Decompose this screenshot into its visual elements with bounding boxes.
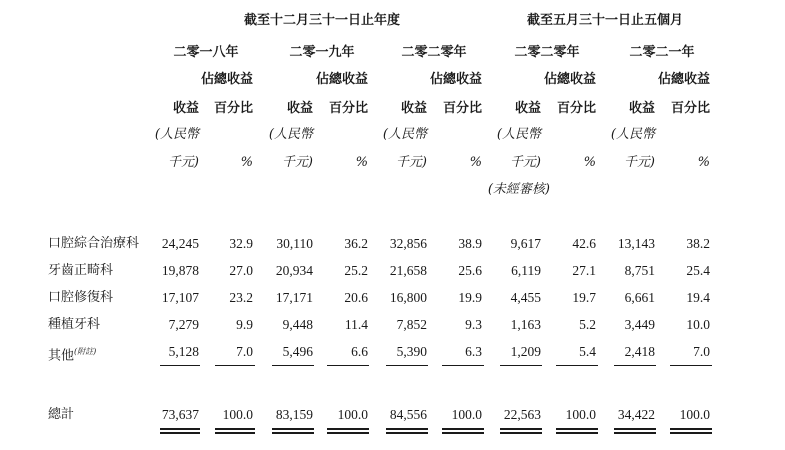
unit-rev-1-line2: 千元)	[167, 155, 199, 170]
pct-label-5-line2: 百分比	[670, 101, 710, 116]
pct-label-5-line1: 佔總收益	[657, 72, 710, 87]
cell-pct-2020-5m: 27.1	[572, 263, 596, 278]
row-label: 牙齒正畸科	[48, 263, 114, 278]
double-underline	[160, 428, 200, 434]
cell-rev-2020: 7,852	[396, 317, 427, 332]
period-2018: 二零一八年	[173, 45, 239, 60]
cell-pct-2020-5m: 19.7	[572, 290, 596, 305]
unit-pct-1: %	[240, 155, 253, 170]
cell-rev-2020-5m: 4,455	[510, 290, 541, 305]
double-underline	[670, 428, 712, 434]
underline	[670, 365, 712, 366]
period-2021-5m: 二零二一年	[629, 45, 695, 60]
cell-pct-2018: 23.2	[229, 290, 253, 305]
row-label-text: 其他	[48, 348, 75, 364]
double-underline	[614, 428, 656, 434]
total-rev-2020: 84,556	[389, 407, 427, 422]
cell-rev-2021-5m: 6,661	[624, 290, 655, 305]
pct-label-1-line2: 百分比	[213, 101, 253, 116]
rev-label-2: 收益	[286, 101, 313, 116]
cell-pct-2019: 6.6	[351, 344, 368, 359]
underline	[442, 365, 484, 366]
cell-rev-2020-5m: 1,163	[510, 317, 541, 332]
underline	[215, 365, 255, 366]
cell-rev-2018: 5,128	[168, 344, 199, 359]
total-rev-2020-5m: 22,563	[503, 407, 541, 422]
cell-pct-2018: 9.9	[236, 317, 253, 332]
underline	[500, 365, 542, 366]
cell-rev-2018: 7,279	[168, 317, 199, 332]
double-underline	[556, 428, 598, 434]
unit-rev-1-line1: (人民幣	[154, 127, 199, 142]
cell-pct-2018: 7.0	[236, 344, 253, 359]
pct-label-1-line1: 佔總收益	[200, 72, 253, 87]
cell-rev-2018: 19,878	[161, 263, 199, 278]
cell-pct-2018: 32.9	[229, 236, 253, 251]
row-label: 種植牙科	[48, 317, 101, 332]
unit-rev-5-line1: (人民幣	[610, 127, 655, 142]
cell-pct-2020: 9.3	[465, 317, 482, 332]
cell-pct-2019: 11.4	[344, 317, 368, 332]
underline	[272, 365, 314, 366]
unit-rev-3-line1: (人民幣	[382, 127, 427, 142]
group-header-five-months: 截至五月三十一日止五個月	[526, 13, 684, 28]
cell-rev-2020: 16,800	[389, 290, 427, 305]
double-underline	[386, 428, 428, 434]
row-label: 口腔綜合治療科	[48, 236, 140, 251]
period-2020-5m: 二零二零年	[514, 45, 580, 60]
cell-pct-2021-5m: 25.4	[686, 263, 710, 278]
row-label-other	[48, 344, 96, 364]
unit-pct-3: %	[469, 155, 482, 170]
cell-pct-2019: 25.2	[344, 263, 368, 278]
cell-pct-2021-5m: 19.4	[686, 290, 710, 305]
row-label-note: (附註)	[74, 347, 97, 356]
pct-label-2-line2: 百分比	[328, 101, 368, 116]
underline	[327, 365, 369, 366]
cell-rev-2020: 21,658	[389, 263, 427, 278]
unit-pct-4: %	[583, 155, 596, 170]
underline	[386, 365, 428, 366]
pct-label-2-line1: 佔總收益	[315, 72, 368, 87]
cell-pct-2021-5m: 7.0	[693, 344, 710, 359]
cell-pct-2020-5m: 5.2	[579, 317, 596, 332]
unit-rev-4-line1: (人民幣	[496, 127, 541, 142]
double-underline	[272, 428, 314, 434]
cell-rev-2020-5m: 6,119	[511, 263, 541, 278]
cell-rev-2020: 5,390	[396, 344, 427, 359]
cell-rev-2018: 24,245	[161, 236, 199, 251]
cell-rev-2019: 20,934	[275, 263, 313, 278]
underline	[614, 365, 656, 366]
total-label: 總計	[48, 407, 75, 422]
cell-pct-2020: 38.9	[458, 236, 482, 251]
pct-label-3-line1: 佔總收益	[429, 72, 482, 87]
row-label: 口腔修復科	[48, 290, 114, 305]
total-rev-2018: 73,637	[161, 407, 199, 422]
cell-rev-2021-5m: 3,449	[624, 317, 655, 332]
cell-rev-2019: 5,496	[282, 344, 313, 359]
cell-rev-2019: 30,110	[276, 236, 313, 251]
period-2020: 二零二零年	[401, 45, 467, 60]
cell-pct-2018: 27.0	[229, 263, 253, 278]
unit-rev-4-line2: 千元)	[509, 155, 541, 170]
unit-rev-3-line2: 千元)	[395, 155, 427, 170]
cell-pct-2020: 19.9	[458, 290, 482, 305]
cell-rev-2020-5m: 1,209	[510, 344, 541, 359]
unit-rev-5-line2: 千元)	[623, 155, 655, 170]
double-underline	[215, 428, 255, 434]
cell-rev-2021-5m: 2,418	[624, 344, 655, 359]
unit-pct-2: %	[355, 155, 368, 170]
double-underline	[327, 428, 369, 434]
pct-label-4-line2: 百分比	[556, 101, 596, 116]
period-2019: 二零一九年	[289, 45, 355, 60]
total-pct-2021-5m: 100.0	[679, 407, 710, 422]
double-underline	[500, 428, 542, 434]
cell-pct-2020-5m: 42.6	[572, 236, 596, 251]
cell-pct-2020-5m: 5.4	[579, 344, 596, 359]
cell-pct-2020: 25.6	[458, 263, 482, 278]
cell-pct-2021-5m: 10.0	[686, 317, 710, 332]
unit-pct-5: %	[697, 155, 710, 170]
underline	[556, 365, 598, 366]
cell-pct-2019: 20.6	[344, 290, 368, 305]
underline	[160, 365, 200, 366]
cell-pct-2021-5m: 38.2	[686, 236, 710, 251]
total-pct-2019: 100.0	[337, 407, 368, 422]
cell-pct-2019: 36.2	[344, 236, 368, 251]
cell-rev-2021-5m: 13,143	[617, 236, 655, 251]
rev-label-5: 收益	[628, 101, 655, 116]
total-pct-2020-5m: 100.0	[565, 407, 596, 422]
cell-rev-2019: 9,448	[282, 317, 313, 332]
rev-label-4: 收益	[514, 101, 541, 116]
unit-rev-2-line1: (人民幣	[268, 127, 313, 142]
cell-rev-2020-5m: 9,617	[510, 236, 541, 251]
group-header-year: 截至十二月三十一日止年度	[243, 13, 401, 28]
total-rev-2021-5m: 34,422	[617, 407, 655, 422]
total-pct-2018: 100.0	[222, 407, 253, 422]
unaudited-note: (未經審核)	[487, 182, 550, 197]
rev-label-3: 收益	[400, 101, 427, 116]
total-pct-2020: 100.0	[451, 407, 482, 422]
cell-rev-2019: 17,171	[275, 290, 313, 305]
pct-label-4-line1: 佔總收益	[543, 72, 596, 87]
cell-rev-2020: 32,856	[389, 236, 427, 251]
cell-rev-2021-5m: 8,751	[624, 263, 655, 278]
rev-label-1: 收益	[172, 101, 199, 116]
cell-pct-2020: 6.3	[465, 344, 482, 359]
double-underline	[442, 428, 484, 434]
pct-label-3-line2: 百分比	[442, 101, 482, 116]
total-rev-2019: 83,159	[275, 407, 313, 422]
unit-rev-2-line2: 千元)	[281, 155, 313, 170]
cell-rev-2018: 17,107	[161, 290, 199, 305]
